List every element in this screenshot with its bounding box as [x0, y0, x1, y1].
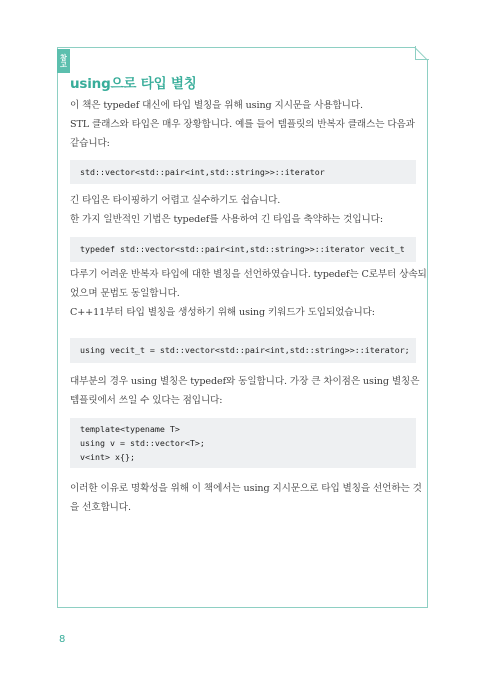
folded-corner-icon	[415, 47, 428, 60]
code-line: std::vector<std::pair<int,std::string>>::iterator	[80, 167, 325, 177]
paragraph-3	[70, 265, 430, 322]
code-block-4	[70, 418, 416, 468]
code-block-2	[70, 237, 416, 262]
code-line: template<typename T>	[80, 424, 180, 434]
paragraph-5	[70, 479, 430, 517]
text-line: 을 선호합니다.	[70, 502, 131, 513]
text-line: 템플릿에서 쓰일 수 있다는 점입니다:	[70, 395, 223, 406]
text-line: 이러한 이유로 명확성을 위해 이 책에서는 using 지시문으로 타입 별칭을 선언하는 것	[70, 483, 422, 494]
note-tab-label: 참고	[57, 49, 70, 73]
code-line: using vecit_t = std::vector<std::pair<int,std::string>>::iterator;	[80, 345, 410, 355]
text-line: 대부분의 경우 using 별칭은 typedef와 동일합니다. 가장 큰 차이점은 using 별칭은	[70, 376, 420, 387]
text-line: STL 클래스와 타입은 매우 장황합니다. 예를 들어 템플릿의 반복자 클래스는 다음과	[70, 119, 415, 130]
section-heading: using으로 타입 별칭	[70, 76, 197, 92]
code-block-1	[70, 160, 416, 184]
text-line: 긴 타입은 타이핑하기 어렵고 실수하기도 쉽습니다.	[70, 195, 281, 206]
code-block-3	[70, 338, 416, 363]
text-line: 이 책은 typedef 대신에 타입 별칭을 위해 using 지시문을 사용합니다.	[70, 100, 363, 111]
paragraph-1	[70, 96, 430, 153]
text-line: 같습니다:	[70, 138, 110, 149]
code-line: typedef std::vector<std::pair<int,std::string>>::iterator vecit_t	[80, 244, 405, 254]
page-number: 8	[59, 634, 66, 645]
code-line: v<int> x{};	[80, 452, 135, 462]
code-line: using v = std::vector<T>;	[80, 438, 205, 448]
text-line: 한 가지 일반적인 기법은 typedef를 사용하여 긴 타입을 축약하는 것입니다:	[70, 214, 383, 225]
text-line: C++11부터 타입 별칭을 생성하기 위해 using 키워드가 도입되었습니다:	[70, 307, 375, 318]
text-line: 었으며 문법도 동일합니다.	[70, 288, 180, 299]
paragraph-4	[70, 372, 430, 410]
text-line: 다루기 어려운 반복자 타입에 대한 별칭을 선언하였습니다. typedef는 C로부터 상속되	[70, 269, 427, 280]
paragraph-2	[70, 191, 430, 229]
